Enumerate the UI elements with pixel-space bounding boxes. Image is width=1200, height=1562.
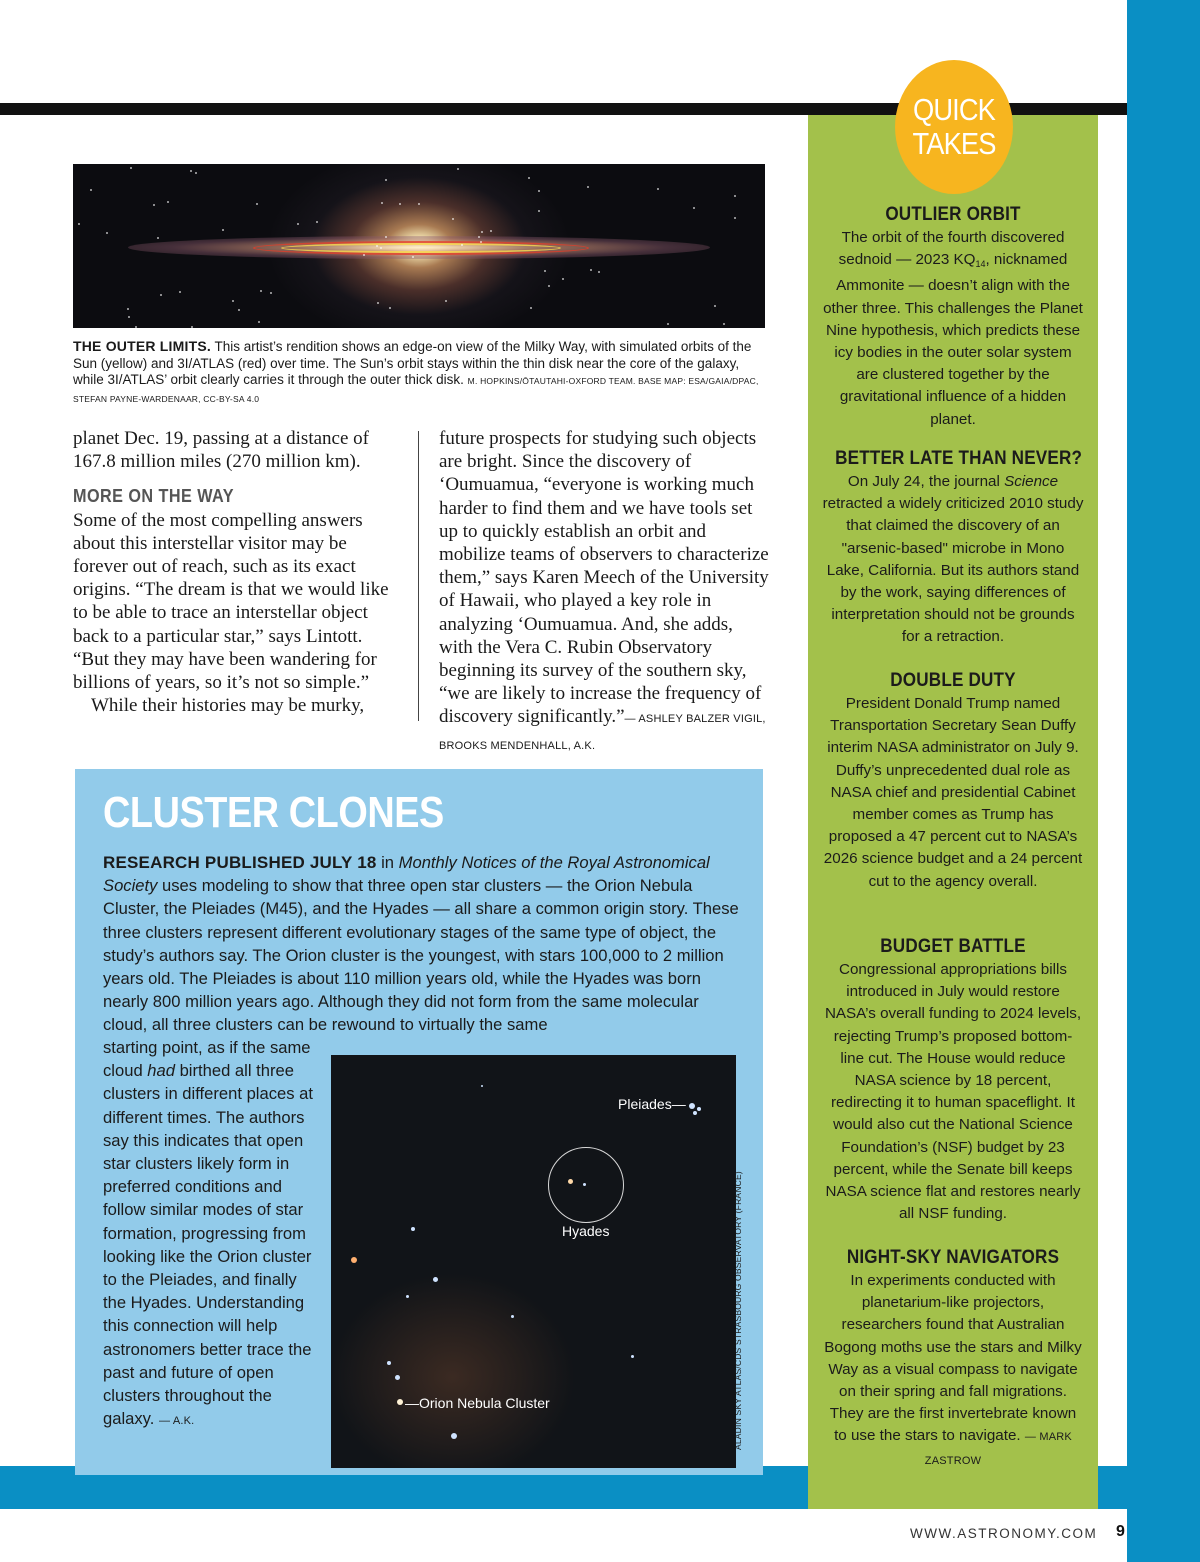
background-star	[389, 307, 391, 309]
background-star	[380, 247, 382, 249]
article-paragraph: Some of the most compelling answers about this interstellar visitor may be forever out of reach, such as its exact origins. “The dream is that we would like to be able to trace an interstellar object back to a particular star,” says Lintott. “But they may have been wandering for billions of years, so it’s not so simple.”	[73, 509, 389, 694]
quick-take-text-part: retracted a widely criticized 2010 study that claimed the discovery of an "arsenic-based" microbe in Mono Lake, California. But its authors stand by the work, saying differences of interpretation should not be grounds for a retraction.	[822, 495, 1084, 646]
background-star	[587, 186, 589, 188]
background-star	[381, 202, 383, 204]
quick-take-text	[822, 1270, 1084, 1472]
star	[351, 1257, 357, 1263]
background-star	[528, 177, 530, 179]
hyades-circle	[548, 1147, 624, 1223]
background-star	[544, 270, 546, 272]
background-star	[190, 170, 192, 172]
orion-nebula-star	[397, 1399, 403, 1405]
background-star	[157, 237, 159, 239]
background-star	[90, 189, 92, 191]
pleiades-star	[689, 1103, 695, 1109]
article-paragraph: planet Dec. 19, passing at a distance of 167.8 million miles (270 million km).	[73, 428, 369, 473]
background-star	[270, 292, 272, 294]
image-credit	[733, 1171, 753, 1450]
background-star	[590, 269, 592, 271]
quick-takes-badge	[895, 60, 1013, 194]
badge-line-2: TAKES	[912, 126, 996, 161]
quick-take-byline: — MARK ZASTROW	[924, 1431, 1072, 1467]
star	[395, 1375, 400, 1380]
quick-take-heading: OUTLIER ORBIT	[885, 204, 1021, 225]
quick-take-text: Congressional appropriations bills introduced in July would restore NASA’s overall funding to 2024 levels, rejecting Trump’s proposed bottom-line cut. The House would reduce NASA science by 18 percent, redirecting it to human spaceflight. It would also cut the National Science Foundation’s (NSF) budget by 23 percent, while the Senate bill keeps NASA science flat and restores nearly all NSF funding.	[824, 961, 1082, 1223]
article-paragraph: While their histories may be murky,	[91, 695, 365, 717]
star	[451, 1433, 457, 1439]
page-number: 9	[1116, 1523, 1125, 1540]
star	[387, 1361, 391, 1365]
cluster-text-fragment: starting point, as if the same cloud	[103, 1038, 311, 1081]
background-star	[130, 167, 132, 169]
quick-take-heading: BETTER LATE THAN NEVER?	[835, 448, 1083, 469]
background-star	[480, 241, 482, 243]
cluster-text-fragment: birthed all three clusters in different places at different times. The authors say this indicates that open star clusters likely form in preferred conditions and follow similar modes of star formation, progressing from looking like the Orion cluster to the Pleiades, and finally the Hyades. Understanding this connection will help astronomers better trace the past and future of open clusters throughout the galaxy.	[103, 1061, 313, 1429]
article-column-right	[439, 427, 771, 758]
background-star	[167, 201, 169, 203]
pleiades-star	[697, 1107, 701, 1111]
cluster-text-top	[103, 851, 743, 1037]
subhead-more-on-the-way: MORE ON THE WAY	[73, 486, 234, 507]
cluster-byline: — A.K.	[158, 1415, 195, 1428]
background-star	[538, 190, 540, 192]
background-star	[258, 321, 260, 323]
background-star	[78, 223, 80, 225]
background-star	[461, 244, 463, 246]
galaxy-caption	[73, 338, 765, 407]
top-rule	[0, 103, 1200, 115]
quick-take-text: President Donald Trump named Transportation Secretary Sean Duffy interim NASA administrator on July 9. Duffy’s unprecedented dual role as NASA chief and presidential Cabinet member comes as Trump has proposed a 47 percent cut to NASA’s 2026 science budget and a 24 percent cut to the agency overall.	[823, 695, 1083, 890]
quick-take-budget-battle	[822, 936, 1084, 1225]
cluster-text-side	[103, 1036, 321, 1433]
star-field-image	[331, 1055, 736, 1468]
background-star	[657, 188, 659, 190]
background-star	[260, 290, 262, 292]
quick-take-text-part: On July 24, the journal	[847, 473, 1005, 490]
quick-take-text-part: In experiments conducted with planetarium-like projectors, researchers found that Australian Bogong moths use the stars and Milky Way as a visual compass to navigate on their spring and fall migrations. They are the first invertebrate known to use the stars to navigate.	[824, 1272, 1082, 1445]
column-divider	[418, 431, 419, 721]
quick-take-heading: NIGHT-SKY NAVIGATORS	[846, 1247, 1060, 1268]
label-pleiades: Pleiades—	[618, 1096, 686, 1112]
image-credit-text: ALADIN SKY ATLAS/CDS STRASBOURG OBSERVATORY (FRANCE)	[733, 1171, 743, 1450]
background-star	[562, 278, 564, 280]
caption-text: This artist’s rendition shows an edge-on view of the Milky Way, with simulated orbits of the Sun (yellow) and 3I/ATLAS (red) over time. The Sun’s orbit stays within the thin disk near the core of the galaxy, while 3I/ATLAS’ orbit clearly carries it through the outer thick disk.	[73, 339, 752, 387]
background-star	[377, 302, 379, 304]
star	[481, 1085, 483, 1087]
badge-line-1: QUICK	[912, 92, 996, 127]
background-star	[127, 308, 129, 310]
background-star	[297, 223, 299, 225]
background-star	[179, 291, 181, 293]
pleiades-star	[693, 1111, 697, 1115]
background-star	[598, 271, 600, 273]
hyades-star	[568, 1179, 573, 1184]
article-column-left	[73, 427, 403, 717]
background-star	[723, 323, 725, 325]
quick-take-heading: BUDGET BATTLE	[880, 936, 1026, 957]
background-star	[135, 326, 137, 328]
background-star	[538, 210, 540, 212]
journal-science: Science	[1004, 473, 1059, 490]
label-hyades: Hyades	[562, 1223, 610, 1239]
background-star	[530, 307, 532, 309]
article-byline: — ASHLEY BALZER VIGIL, BROOKS MENDENHALL, A.K.	[439, 713, 766, 752]
caption-credit: M. HOPKINS/ŌTAUTAHI-OXFORD TEAM. BASE MAP: ESA/GAIA/DPAC, STEFAN PAYNE-WARDENAAR, CC-BY-SA 4.0	[73, 376, 759, 404]
background-star	[452, 218, 454, 220]
star	[411, 1227, 415, 1231]
background-star	[191, 326, 193, 328]
background-star	[222, 229, 224, 231]
background-star	[399, 203, 401, 205]
quick-take-outlier-orbit	[822, 204, 1084, 431]
star	[406, 1295, 409, 1298]
quick-take-night-sky	[822, 1247, 1084, 1472]
background-star	[232, 300, 234, 302]
article-paragraph: future prospects for studying such objects are bright. Since the discovery of ‘Oumuamua, “everyone is working much harder to find them and we have tools set up to quickly establish an orbit and mobilize teams of observers to characterize them,” says Karen Meech of the University of Hawaii, who played a key role in analyzing ‘Oumuamua. And, she adds, with the Vera C. Rubin Observatory beginning its survey of the southern sky, “we are likely to increase the frequency of discovery significantly.”	[439, 428, 769, 728]
journal-name: Monthly Notices of the Royal Astronomical Society	[103, 853, 710, 896]
background-star	[445, 300, 447, 302]
background-star	[481, 231, 483, 233]
emphasis-had: had	[147, 1061, 175, 1081]
background-star	[256, 203, 258, 205]
background-star	[693, 207, 695, 209]
subscript: 14	[975, 259, 986, 270]
background-star	[548, 285, 550, 287]
background-star	[160, 294, 162, 296]
footer-url[interactable]: WWW.ASTRONOMY.COM	[910, 1526, 1098, 1541]
background-star	[238, 309, 240, 311]
background-star	[106, 232, 108, 234]
quick-take-text-part: , nicknamed Ammonite — doesn’t align with the other three. This challenges the Planet Nine hypothesis, which predicts these icy bodies in the outer solar system are clustered together by the gravitational influence of a hidden planet.	[823, 251, 1083, 428]
right-accent-bar	[1127, 0, 1200, 1562]
background-star	[667, 323, 669, 325]
background-star	[153, 204, 155, 206]
background-star	[457, 168, 459, 170]
caption-title: THE OUTER LIMITS.	[73, 338, 211, 354]
cluster-lead: RESEARCH PUBLISHED JULY 18	[103, 853, 377, 872]
quick-take-text	[822, 471, 1084, 649]
label-orion-nebula-cluster: —Orion Nebula Cluster	[405, 1395, 550, 1411]
milky-way-image	[73, 164, 765, 328]
cluster-text-fragment: in	[376, 853, 399, 872]
cluster-clones-title: CLUSTER CLONES	[103, 788, 444, 837]
star	[511, 1315, 514, 1318]
quick-take-better-late	[822, 448, 1084, 649]
background-star	[418, 203, 420, 205]
cluster-text-fragment: uses modeling to show that three open star clusters — the Orion Nebula Cluster, the Pleiades (M45), and the Hyades — all share a common origin story. These three clusters represent different evolutionary stages of the same type of object, the study’s authors say. The Orion cluster is the youngest, with stars 100,000 to 2 million years old. The Pleiades is about 110 million years old, while the Hyades was born nearly 800 million years ago. Although they did not form from the same molecular cloud, all three clusters can be rewound to virtually the same	[103, 876, 739, 1035]
background-star	[734, 195, 736, 197]
background-star	[316, 221, 318, 223]
quick-take-double-duty	[822, 670, 1084, 893]
background-star	[490, 230, 492, 232]
quick-take-heading: DOUBLE DUTY	[890, 670, 1016, 691]
background-star	[195, 172, 197, 174]
background-star	[385, 236, 387, 238]
star	[433, 1277, 438, 1282]
background-star	[714, 305, 716, 307]
quick-take-text	[822, 227, 1084, 431]
background-star	[734, 217, 736, 219]
background-star	[128, 316, 130, 318]
hyades-star	[583, 1183, 586, 1186]
quick-take-text-part: The orbit of the fourth discovered sednoid — 2023 KQ	[838, 229, 1065, 269]
background-star	[385, 179, 387, 181]
star	[631, 1355, 634, 1358]
